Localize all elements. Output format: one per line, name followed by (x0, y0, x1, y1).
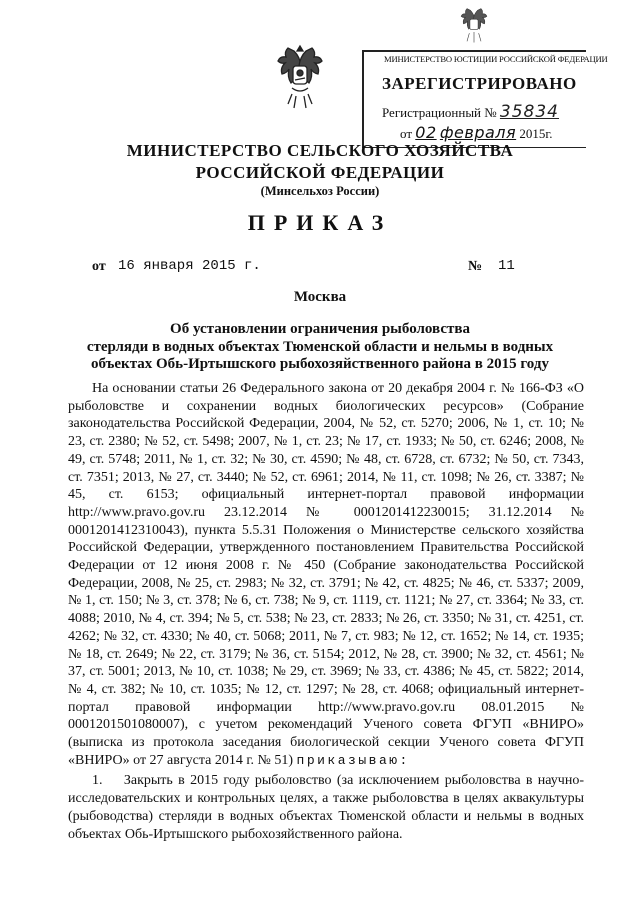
order-number: 11 (498, 258, 515, 274)
document-body (68, 380, 584, 843)
ministry-short-name: (Минсельхоз России) (260, 184, 380, 198)
ministry-title (0, 140, 640, 184)
subject-line3: объектах Обь-Иртышского рыбохозяйственного района в 2015 году (91, 356, 549, 372)
stamp-date-month: февраля (439, 123, 517, 142)
ministry-title-line1: МИНИСТЕРСТВО СЕЛЬСКОГО ХОЗЯЙСТВА (126, 141, 514, 160)
coat-of-arms-icon (270, 40, 330, 112)
stamp-reg-label: Регистрационный № (382, 105, 497, 120)
item-1-text: Закрыть в 2015 году рыболовство (за исключением рыболовства в научно-исследовательских и контрольных целях, а также рыболовства в целях аквакультуры (рыбоводства) стерляди в водных объектах Тюменской области и нельмы в водных объектах Обь-Иртышского рыбохозяйственного района. (68, 773, 585, 842)
preamble-text: На основании статьи 26 Федерального закона от 20 декабря 2004 г. № 166-ФЗ «О рыболовстве и сохранении водных биологических ресурсов» (Собрание законодательства Российской Федерации, 2004, № 52, ст. 5270; 2006, № 1, ст. 10; № 23, ст. 2380; № 52, ст. 5498; 2007, № 1, ст. 23; № 17, ст. 1933; № 50, ст. 6246; 2008, № 49, ст. 5748; 2011, № 1, ст. 32; № 30, ст. 4590; № 48, ст. 6728, ст. 6732; № 50, ст. 7343, ст. 7351; 2013, № 27, ст. 3440; № 52, ст. 6961; 2014, № 11, ст. 1098; № 26, ст. 3387; № 45, ст. 6153; официальный интернет-портал правовой информации http://www.pravo.gov.ru 23.12.2014 № 0001201412230015; 31.12.2014 № 0001201412310043), пункта 5.5.31 Положения о Министерстве сельского хозяйства Российской Федерации, утвержденного постановлением Правительства Российской Федерации от 12 июня 2008 г. № 450 (Собрание законодательства Российской Федерации, 2008, № 25, ст. 2983; № 32, ст. 3791; № 42, ст. 4825; № 46, ст. 5337; 2009, № 1, ст. 150; № 3, ст. 378; № 6, ст. 738; № 9, ст. 1119, ст. 1121; № 27, ст. 3364; № 33, ст. 4088; 2010, № 4, ст. 394; № 5, ст. 538; № 23, ст. 2833; № 26, ст. 3350; № 31, ст. 4251, ст. 4262; № 32, ст. 4330; № 40, ст. 5068; 2011, № 7, ст. 983; № 12, ст. 1652; № 14, ст. 1935; № 18, ст. 2649; № 22, ст. 3179; № 36, ст. 5154; 2012, № 28, ст. 3900; № 32, ст. 4561; № 37, ст. 5001; 2013, № 10, ст. 1038; № 29, ст. 3969; № 33, ст. 4386; № 45, ст. 5822; 2014, № 4, ст. 382; № 10, ст. 1035; № 12, ст. 1297; № 28, ст. 4068; официальный интернет-портал правовой информации http://www.pravo.gov.ru 08.01.2015 № 0001201501080007), с учетом рекомендаций Ученого совета ФГУП «ВНИРО» (выписка из протокола заседания биологической секции Ученого совета ФГУП «ВНИРО» от 27 августа 2014 г. № 51) (68, 381, 584, 768)
stamp-date-day: 02 (415, 123, 437, 142)
subject-line2: стерляди в водных объектах Тюменской области и нельмы в водных (86, 338, 554, 355)
number-prefix: № (468, 259, 483, 274)
stamp-date-year: 2015г. (519, 126, 553, 141)
stamp-reg-number: 35834 (499, 102, 560, 122)
ministry-title-line2: РОССИЙСКОЙ ФЕДЕРАЦИИ (195, 163, 445, 182)
item-1 (68, 772, 584, 843)
subject-line1: Об установлении ограничения рыболовства (170, 321, 470, 337)
stamp-date-prefix: от (400, 126, 413, 141)
order-word: приказываю: (296, 752, 410, 768)
order-subject (0, 321, 640, 374)
date-prefix: от (92, 259, 106, 274)
stamp-registered: ЗАРЕГИСТРИРОВАНО (382, 74, 577, 93)
stamp-ministry: МИНИСТЕРСТВО ЮСТИЦИИ РОССИЙСКОЙ ФЕДЕРАЦИИ (384, 54, 608, 64)
order-date: 16 января 2015 г. (118, 258, 261, 274)
preamble-paragraph (68, 380, 584, 769)
document-type: ПРИКАЗ (247, 210, 393, 235)
city: Москва (293, 289, 347, 305)
stamp-emblem-icon (454, 4, 494, 46)
item-1-number: 1. (92, 773, 103, 789)
stamp-registration-number (382, 102, 559, 122)
